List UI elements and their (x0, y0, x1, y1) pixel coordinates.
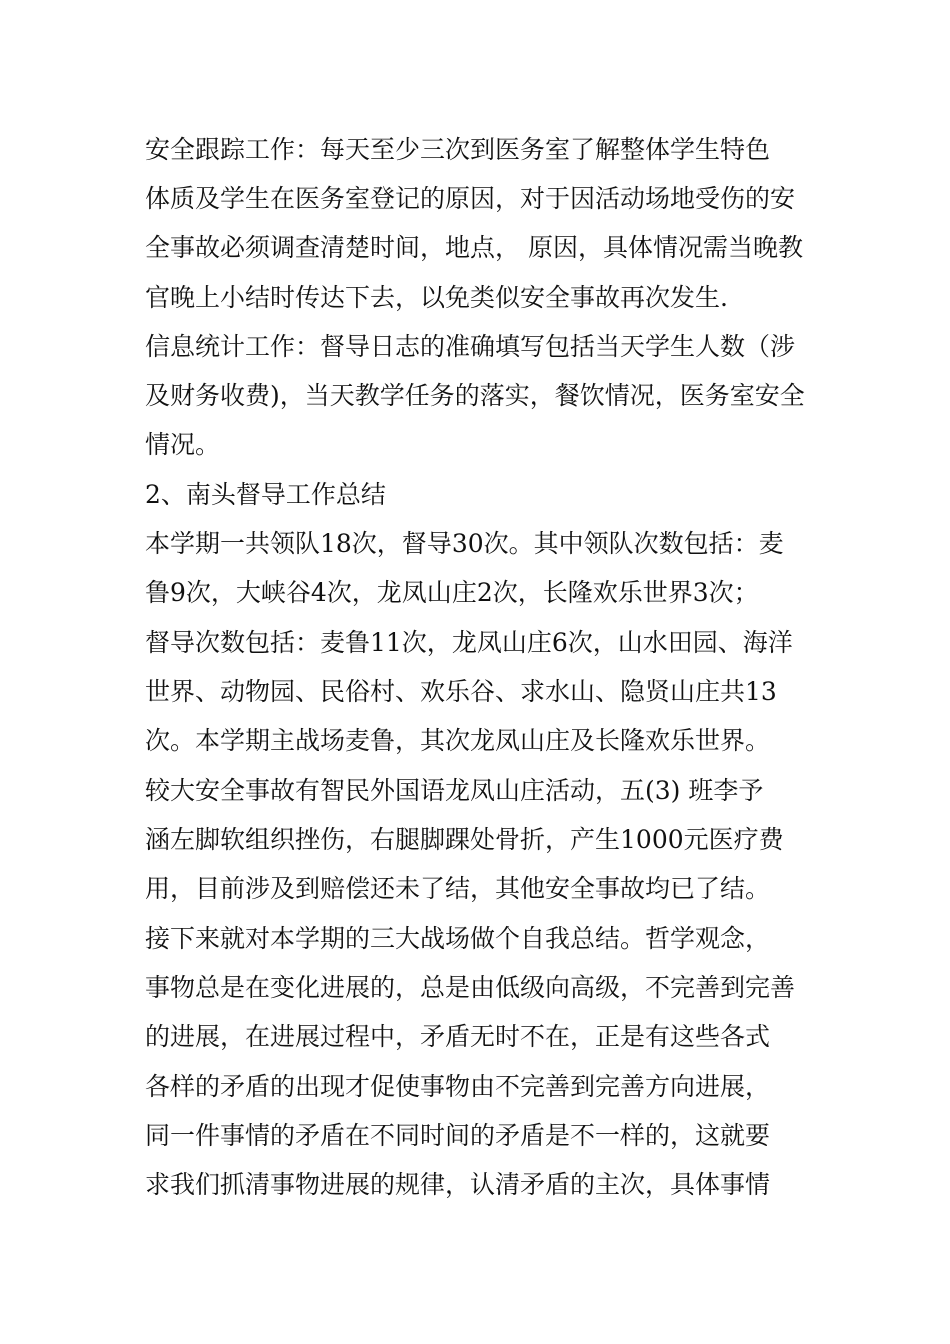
text-line: 用，目前涉及到赔偿还未了结，其他安全事故均已了结。 (145, 874, 771, 903)
text-line: 较大安全事故有智民外国语龙凤山庄活动，五(3) 班李予 (145, 776, 764, 805)
text-line: 求我们抓清事物进展的规律，认清矛盾的主次，具体事情 (145, 1170, 771, 1199)
text-line: 督导次数包括：麦鲁11次，龙凤山庄6次，山水田园、海洋 (145, 628, 793, 657)
text-line: 安全跟踪工作：每天至少三次到医务室了解整体学生特色 (145, 135, 771, 164)
text-line: 世界、动物园、民俗村、欢乐谷、求水山、隐贤山庄共13 (145, 677, 777, 706)
text-line: 同一件事情的矛盾在不同时间的矛盾是不一样的，这就要 (145, 1121, 771, 1150)
text-line: 本学期一共领队18次，督导30次。其中领队次数包括：麦 (145, 529, 784, 558)
text-line: 体质及学生在医务室登记的原因，对于因活动场地受伤的安 (145, 184, 796, 213)
text-line: 各样的矛盾的出现才促使事物由不完善到完善方向进展， (145, 1072, 771, 1101)
text-line: 涵左脚软组织挫伤，右腿脚踝处骨折，产生1000元医疗费 (145, 825, 784, 854)
text-line: 全事故必须调查清楚时间，地点， 原因，具体情况需当晚教 (145, 233, 803, 262)
text-line: 接下来就对本学期的三大战场做个自我总结。哲学观念， (145, 924, 771, 953)
section-heading: 2、南头督导工作总结 (145, 480, 386, 509)
text-line: 的进展，在进展过程中，矛盾无时不在，正是有这些各式 (145, 1022, 771, 1051)
text-line: 情况。 (145, 430, 221, 459)
text-line: 次。本学期主战场麦鲁，其次龙凤山庄及长隆欢乐世界。 (145, 726, 771, 755)
text-line: 鲁9次，大峡谷4次，龙凤山庄2次，长隆欢乐世界3次； (145, 578, 759, 607)
text-line: 信息统计工作：督导日志的准确填写包括当天学生人数（涉 (145, 332, 796, 361)
text-line: 事物总是在变化进展的，总是由低级向高级，不完善到完善 (145, 973, 796, 1002)
text-line: 官晚上小结时传达下去，以免类似安全事故再次发生. (145, 283, 728, 312)
text-line: 及财务收费)，当天教学任务的落实，餐饮情况，医务室安全 (145, 381, 805, 410)
